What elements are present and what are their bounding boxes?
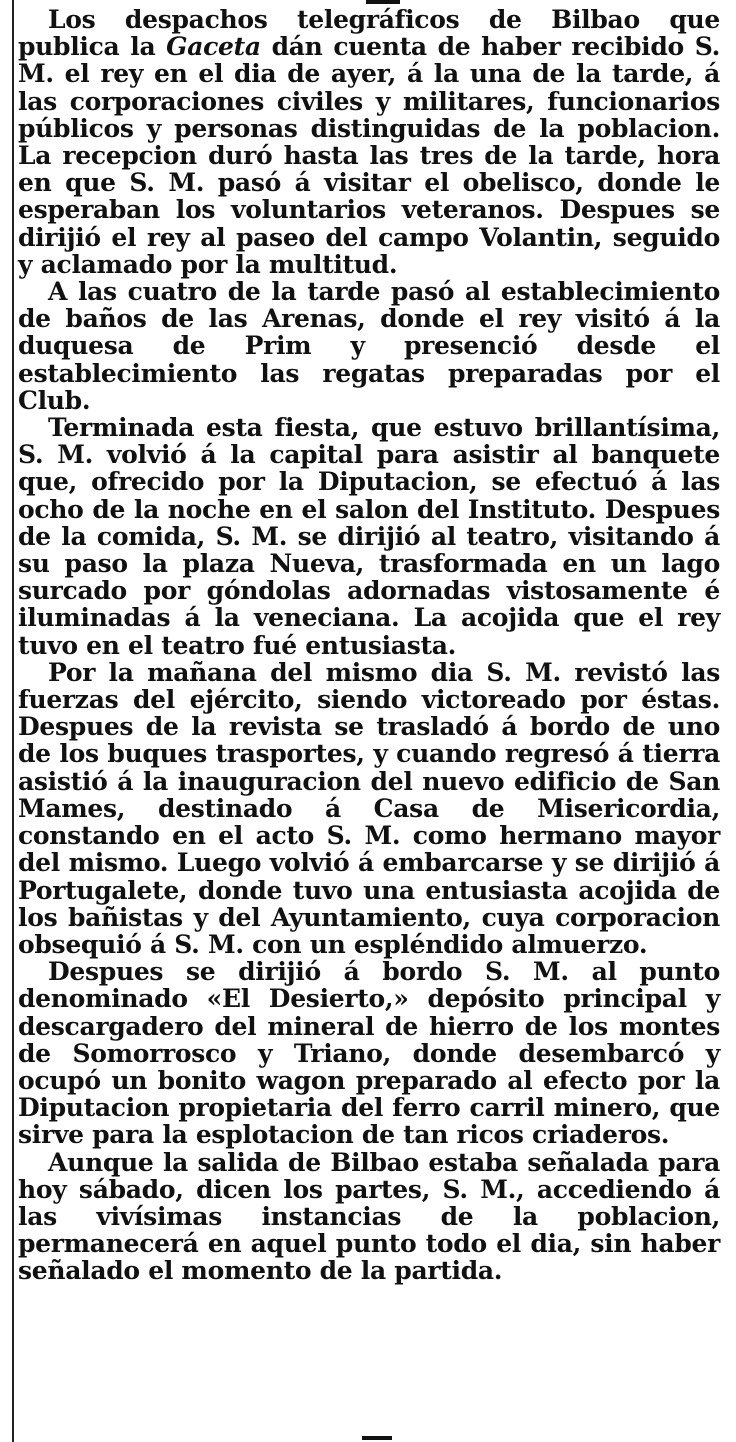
news-article [18,6,720,1285]
bottom-separator-mark [362,1436,392,1440]
article-paragraph-3: Terminada esta fiesta, que estuvo brillantísima, S. M. volvió á la capital para asistir al banquete que, ofrecido por la Diputacion, se efectuó á las ocho de la noche en el salon del Instituto. Despues de la comida, S. M. se dirijió al teatro, visitando á su paso la plaza Nueva, trasformada en un lago surcado por góndolas adornadas vistosamente é iluminadas á la veneciana. La acojida que el rey tuvo en el teatro fué entusiasta. [18,413,720,660]
top-separator-mark [366,0,400,4]
article-paragraph-5: Despues se dirijió á bordo S. M. al punto denominado «El Desierto,» depósito principal y descargadero del mineral de hierro de los montes de Somorrosco y Triano, donde desembarcó y ocupó un bonito wagon preparado al efecto por la Diputacion propietaria del ferro carril minero, que sirve para la esplotacion de tan ricos criaderos. [18,957,720,1150]
article-paragraph-2: A las cuatro de la tarde pasó al establecimiento de baños de las Arenas, donde el rey visitó á la duquesa de Prim y presenció desde el establecimiento las regatas preparadas por el Club. [18,277,720,415]
column-rule [12,0,14,1442]
newspaper-title: Gaceta [166,32,261,62]
article-paragraph-6: Aunque la salida de Bilbao estaba señalada para hoy sábado, dicen los partes, S. M., accediendo á las vivísimas instancias de la poblacion, permanecerá en aquel punto todo el dia, sin haber señalado el momento de la partida. [18,1147,720,1286]
article-paragraph-1: Los despachos telegráficos de Bilbao que publica la Gaceta dán cuenta de haber recibido S. M. el rey en el dia de ayer, á la una de la tarde, á las corporaciones civiles y militares, funcionarios públicos y personas distinguidas de la poblacion. La recepcion duró hasta las tres de la tarde, hora en que S. M. pasó á visitar el obelisco, donde le esperaban los voluntarios veteranos. Despues se dirijió el rey al paseo del campo Volantin, seguido y aclamado por la multitud. [18,5,720,279]
article-paragraph-4: Por la mañana del mismo dia S. M. revistó las fuerzas del ejército, siendo victoreado por éstas. Despues de la revista se trasladó á bordo de uno de los buques trasportes, y cuando regresó á tierra asistió á la inauguracion del nuevo edificio de San Mames, destinado á Casa de Misericordia, constando en el acto S. M. como hermano mayor del mismo. Luego volvió á embarcarse y se dirijió á Portugalete, donde tuvo una entusiasta acojida de los bañistas y del Ayuntamiento, cuya corporacion obsequió á S. M. con un espléndido almuerzo. [18,657,720,959]
